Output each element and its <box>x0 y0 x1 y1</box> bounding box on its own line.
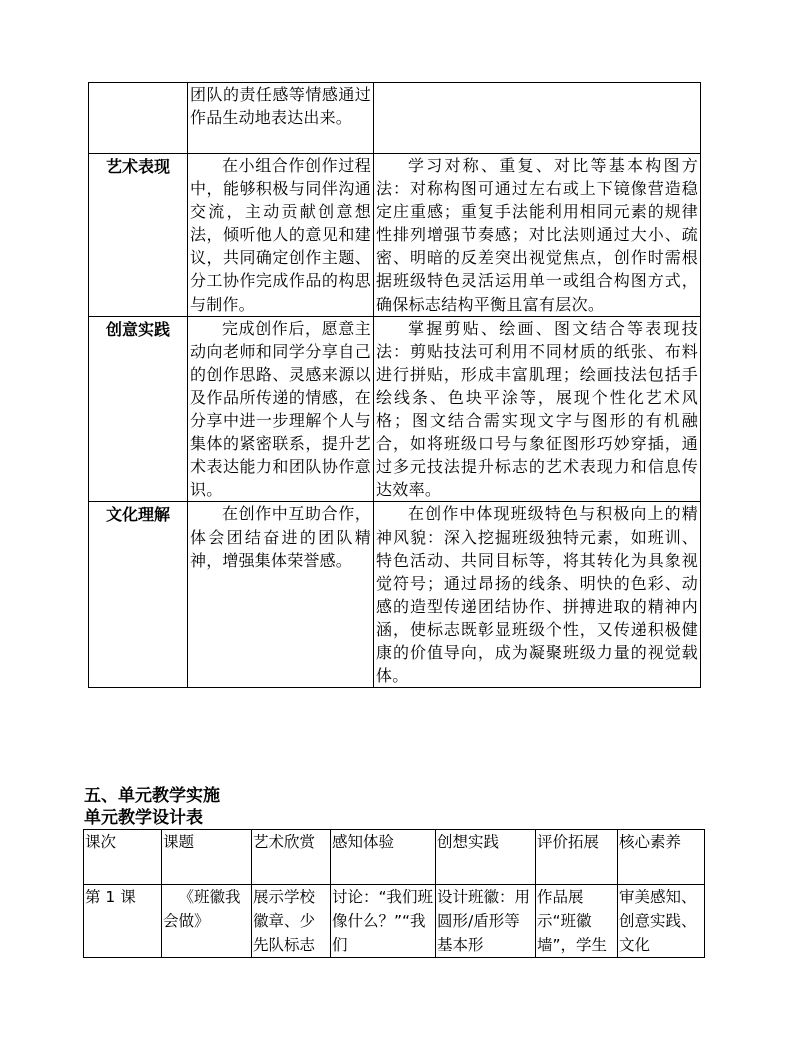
table-cell: 设计班徽：用圆形/盾形等基本形 <box>436 885 536 958</box>
row-label <box>89 83 188 154</box>
column-header: 评价拓展 <box>536 830 618 885</box>
table-row <box>89 154 701 317</box>
table-cell: 讨论：“我们班像什么？”“我们 <box>331 885 436 958</box>
table-cell: 展示学校徽章、少先队标志 <box>252 885 331 958</box>
table-cell: 作品展示“班徽墙”，学生 <box>536 885 618 958</box>
cell-content <box>374 83 701 154</box>
row-label: 文化理解 <box>89 502 188 688</box>
cell-performance: 在小组合作创作过程中，能够积极与同伴沟通交流，主动贡献创意想法，倾听他人的意见和建议，共同确定创作主题、分工协作完成作品的构思与制作。 <box>188 154 374 317</box>
table-cell: 审美感知、创意实践、文化 <box>618 885 705 958</box>
table-row <box>89 83 701 154</box>
table-row <box>89 502 701 688</box>
table-header-row <box>84 830 705 885</box>
column-header: 核心素养 <box>618 830 705 885</box>
table-cell: 第 1 课 <box>84 885 162 958</box>
section-heading: 五、单元教学实施 <box>84 786 220 806</box>
table-title: 单元教学设计表 <box>84 808 203 828</box>
cell-content: 在创作中体现班级特色与积极向上的精神风貌：深入挖掘班级独特元素，如班训、特色活动、共同目标等，将其转化为具象视觉符号；通过昂扬的线条、明快的色彩、动感的造型传递团结协作、拼搏进取的精神内涵，使标志既彰显班级个性，又传递积极健康的价值导向，成为凝聚班级力量的视觉载体。 <box>374 502 701 688</box>
cell-content: 学习对称、重复、对比等基本构图方法：对称构图可通过左右或上下镜像营造稳定庄重感；重复手法能利用相同元素的规律性排列增强节奏感；对比法则通过大小、疏密、明暗的反差突出视觉焦点，创作时需根据班级特色灵活运用单一或组合构图方式，确保标志结构平衡且富有层次。 <box>374 154 701 317</box>
row-label: 艺术表现 <box>89 154 188 317</box>
column-header: 艺术欣赏 <box>252 830 331 885</box>
unit-design-table <box>83 829 705 958</box>
cell-performance: 完成创作后，愿意主动向老师和同学分享自己的创作思路、灵感来源以及作品所传递的情感，在分享中进一步理解个人与集体的紧密联系，提升艺术表达能力和团队协作意识。 <box>188 316 374 502</box>
table-row <box>84 885 705 958</box>
column-header: 课次 <box>84 830 162 885</box>
cell-content: 掌握剪贴、绘画、图文结合等表现技法：剪贴技法可利用不同材质的纸张、布料进行拼贴，形成丰富肌理；绘画技法包括手绘线条、色块平涂等，展现个性化艺术风格；图文结合需实现文字与图形的有机融合，如将班级口号与象征图形巧妙穿插，通过多元技法提升标志的艺术表现力和信息传达效率。 <box>374 316 701 502</box>
cell-performance: 团队的责任感等情感通过作品生动地表达出来。 <box>188 83 374 154</box>
competency-table <box>88 82 701 688</box>
column-header: 感知体验 <box>331 830 436 885</box>
table-row <box>89 316 701 502</box>
column-header: 创想实践 <box>436 830 536 885</box>
cell-performance: 在创作中互助合作，体会团结奋进的团队精神，增强集体荣誉感。 <box>188 502 374 688</box>
column-header: 课题 <box>162 830 252 885</box>
row-label: 创意实践 <box>89 316 188 502</box>
table-cell: 《班徽我会做》 <box>162 885 252 958</box>
